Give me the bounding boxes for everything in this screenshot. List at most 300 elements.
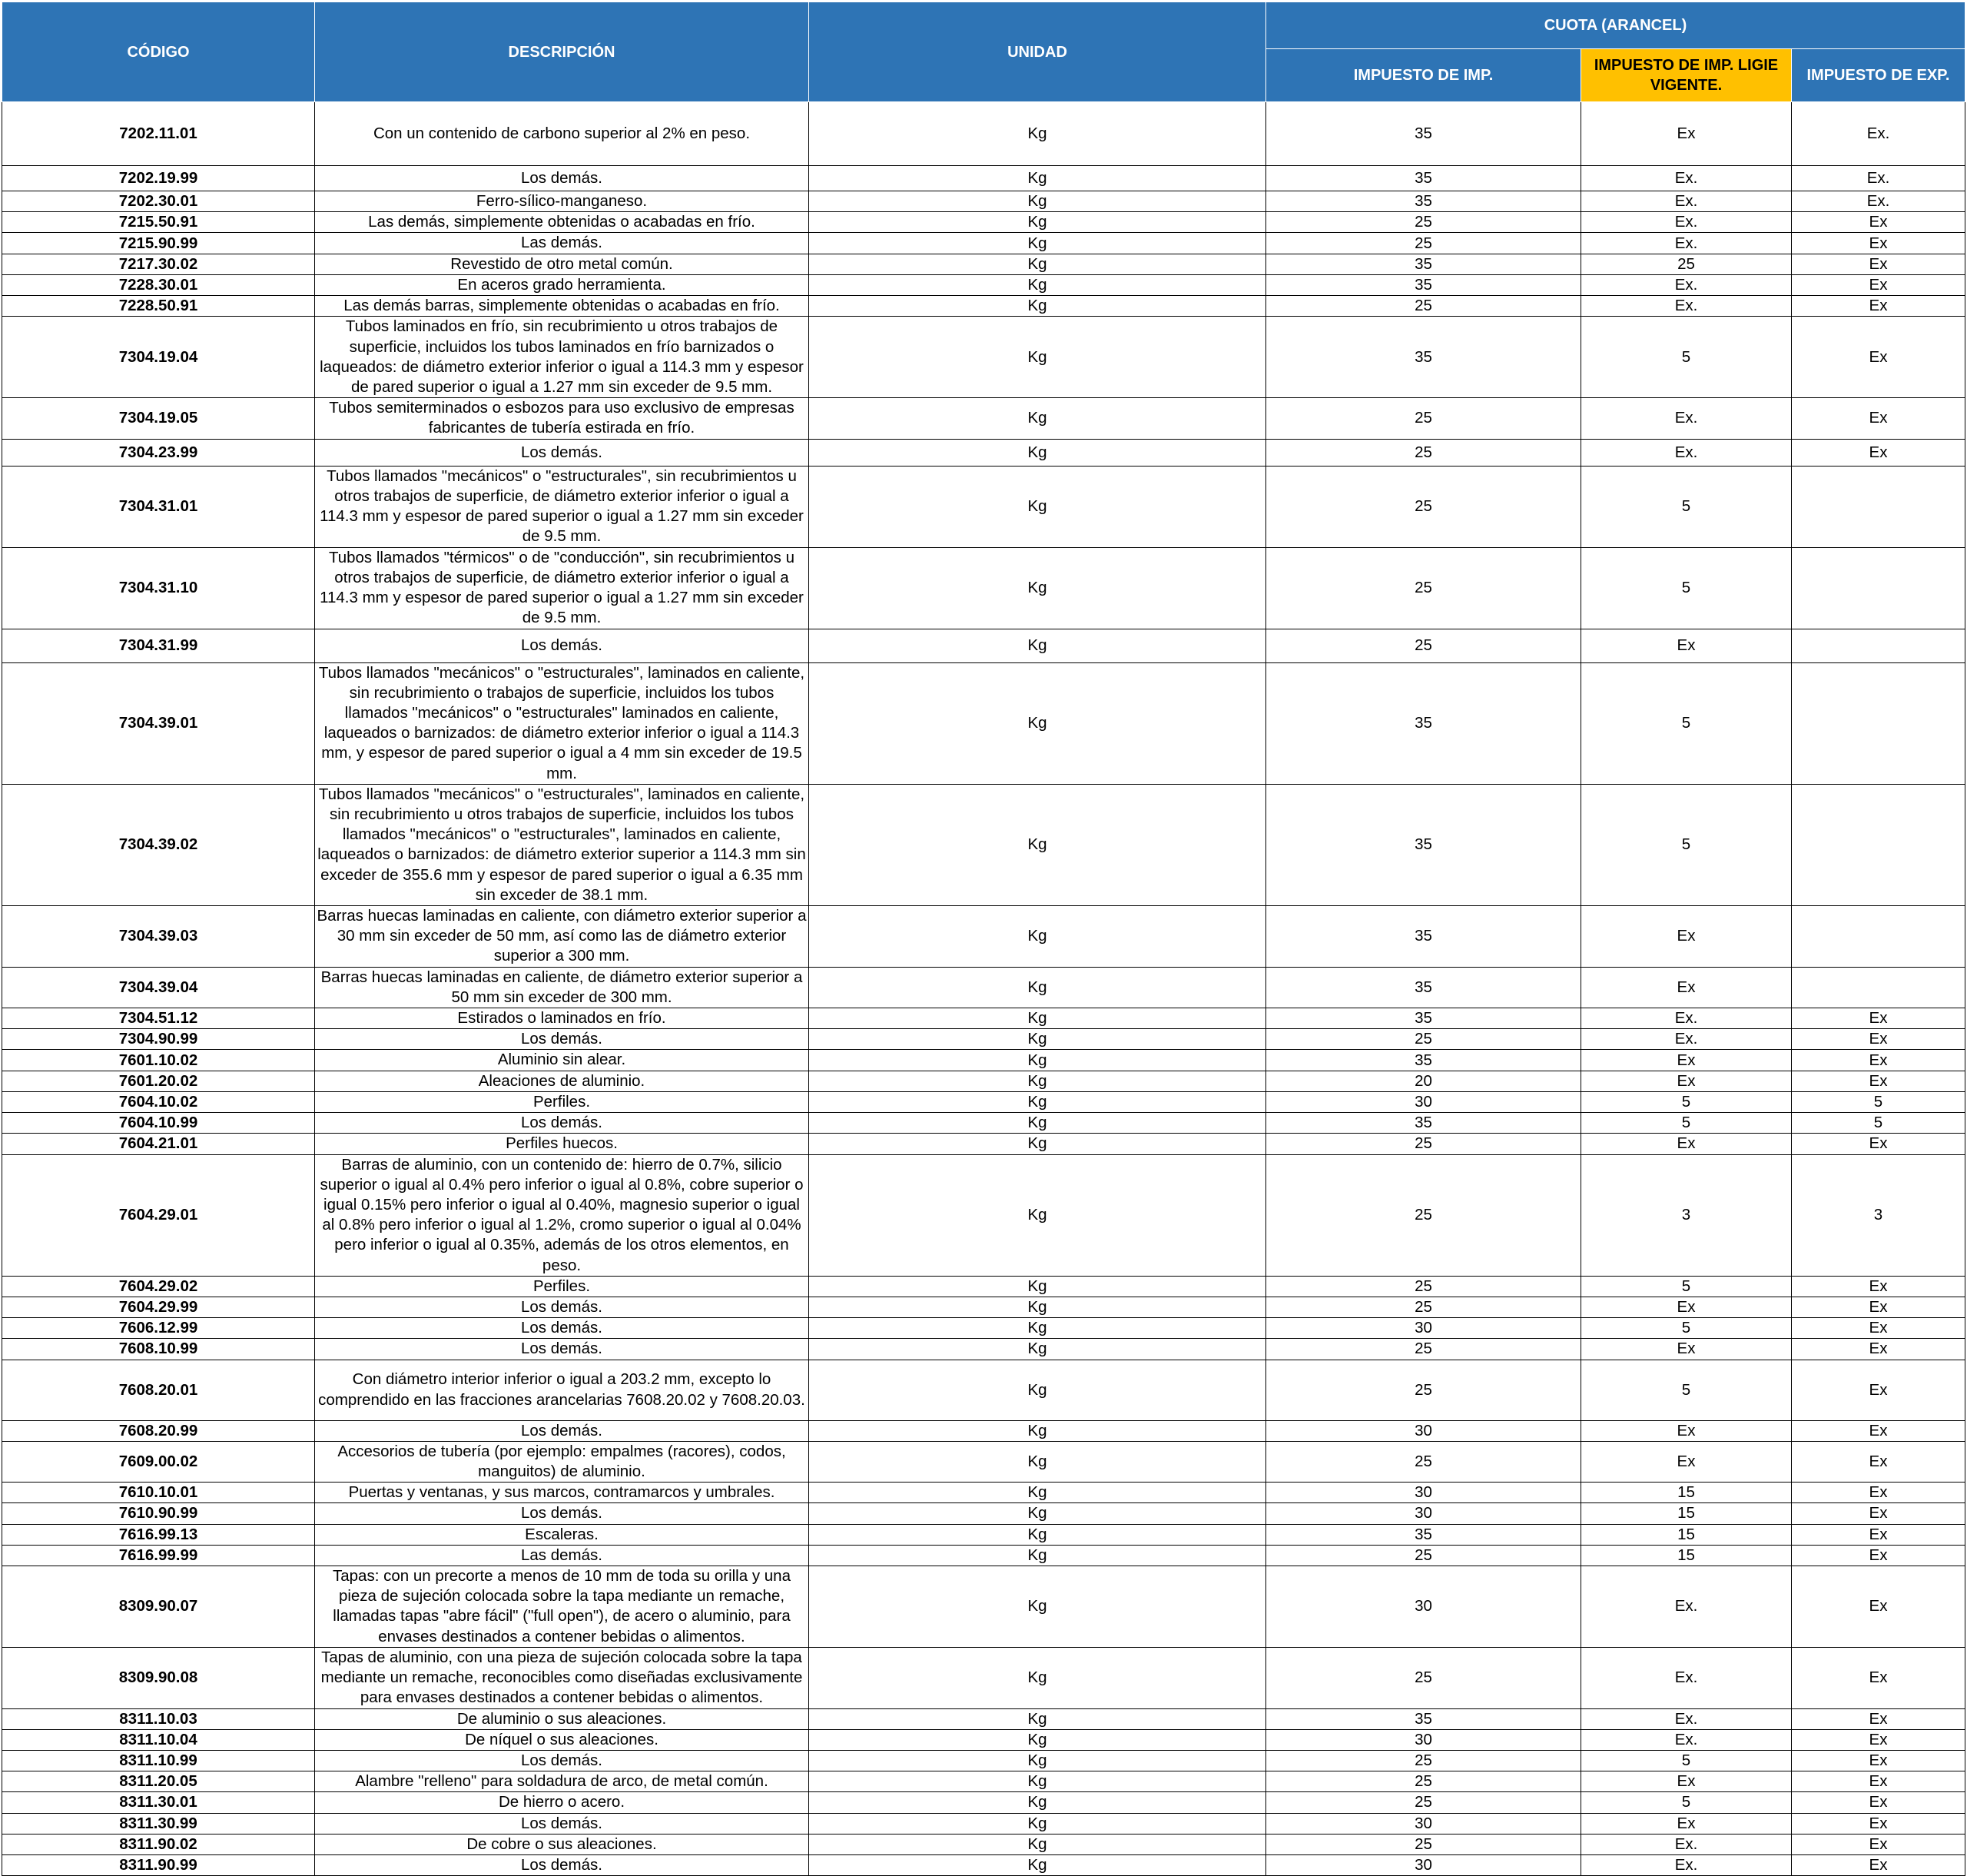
- cell-import-tax: 25: [1266, 547, 1581, 629]
- table-row: [2, 1134, 1965, 1154]
- cell-export-tax: Ex: [1792, 1071, 1965, 1091]
- cell-export-tax: Ex: [1792, 1813, 1965, 1834]
- cell-ligie: Ex: [1581, 629, 1792, 662]
- cell-unit: Kg: [809, 1091, 1266, 1112]
- cell-import-tax: 35: [1266, 166, 1581, 191]
- cell-ligie: Ex.: [1581, 166, 1792, 191]
- table-row: [2, 547, 1965, 629]
- header-code: CÓDIGO: [2, 2, 315, 102]
- cell-code: 7609.00.02: [2, 1441, 315, 1482]
- cell-description: Los demás.: [315, 1113, 809, 1134]
- cell-description: Los demás.: [315, 439, 809, 466]
- cell-code: 7202.30.01: [2, 191, 315, 212]
- cell-import-tax: 30: [1266, 1854, 1581, 1875]
- cell-unit: Kg: [809, 1503, 1266, 1524]
- cell-ligie: Ex: [1581, 1771, 1792, 1792]
- cell-import-tax: 35: [1266, 1524, 1581, 1545]
- cell-ligie: Ex: [1581, 1050, 1792, 1071]
- cell-export-tax: Ex: [1792, 1029, 1965, 1050]
- cell-unit: Kg: [809, 1813, 1266, 1834]
- cell-ligie: 15: [1581, 1503, 1792, 1524]
- cell-export-tax: [1792, 967, 1965, 1008]
- cell-export-tax: Ex: [1792, 1647, 1965, 1708]
- cell-code: 7604.29.02: [2, 1276, 315, 1297]
- cell-description: Alambre "relleno" para soldadura de arco, de metal común.: [315, 1771, 809, 1792]
- cell-description: Los demás.: [315, 1503, 809, 1524]
- cell-code: 8311.10.03: [2, 1708, 315, 1729]
- cell-description: Barras huecas laminadas en caliente, con diámetro exterior superior a 30 mm sin exceder de 50 mm, así como las de diámetro exterior superior a 300 mm.: [315, 906, 809, 968]
- cell-unit: Kg: [809, 1750, 1266, 1771]
- cell-description: Los demás.: [315, 1297, 809, 1317]
- cell-unit: Kg: [809, 466, 1266, 547]
- cell-code: 7606.12.99: [2, 1318, 315, 1339]
- cell-ligie: Ex.: [1581, 1029, 1792, 1050]
- cell-export-tax: Ex: [1792, 1483, 1965, 1503]
- cell-import-tax: 25: [1266, 1647, 1581, 1708]
- table-row: [2, 662, 1965, 784]
- cell-export-tax: Ex.: [1792, 102, 1965, 166]
- cell-import-tax: 30: [1266, 1503, 1581, 1524]
- table-row: [2, 317, 1965, 398]
- cell-unit: Kg: [809, 662, 1266, 784]
- table-row: [2, 1113, 1965, 1134]
- cell-export-tax: Ex: [1792, 1708, 1965, 1729]
- cell-description: Los demás.: [315, 1854, 809, 1875]
- cell-export-tax: Ex: [1792, 317, 1965, 398]
- cell-import-tax: 25: [1266, 1792, 1581, 1813]
- cell-export-tax: Ex: [1792, 212, 1965, 233]
- header-description: DESCRIPCIÓN: [315, 2, 809, 102]
- cell-ligie: Ex.: [1581, 233, 1792, 254]
- cell-description: Los demás.: [315, 1318, 809, 1339]
- cell-import-tax: 25: [1266, 629, 1581, 662]
- cell-unit: Kg: [809, 1420, 1266, 1441]
- cell-import-tax: 35: [1266, 102, 1581, 166]
- cell-unit: Kg: [809, 1771, 1266, 1792]
- table-row: [2, 1297, 1965, 1317]
- table-row: [2, 1545, 1965, 1566]
- cell-description: Perfiles.: [315, 1276, 809, 1297]
- cell-unit: Kg: [809, 1792, 1266, 1813]
- cell-unit: Kg: [809, 1276, 1266, 1297]
- table-row: [2, 1503, 1965, 1524]
- cell-description: Aleaciones de aluminio.: [315, 1071, 809, 1091]
- table-row: [2, 274, 1965, 295]
- table-row: [2, 254, 1965, 274]
- table-row: [2, 1854, 1965, 1875]
- cell-code: 8311.30.99: [2, 1813, 315, 1834]
- cell-code: 7601.20.02: [2, 1071, 315, 1091]
- cell-import-tax: 35: [1266, 317, 1581, 398]
- cell-export-tax: Ex: [1792, 1545, 1965, 1566]
- table-row: [2, 1091, 1965, 1112]
- cell-code: 7202.11.01: [2, 102, 315, 166]
- cell-code: 7604.10.99: [2, 1113, 315, 1134]
- cell-import-tax: 35: [1266, 967, 1581, 1008]
- table-row: [2, 191, 1965, 212]
- cell-description: Los demás.: [315, 1420, 809, 1441]
- cell-ligie: Ex.: [1581, 398, 1792, 439]
- cell-description: Barras huecas laminadas en caliente, de diámetro exterior superior a 50 mm sin exceder de 300 mm.: [315, 967, 809, 1008]
- cell-import-tax: 35: [1266, 191, 1581, 212]
- cell-description: Revestido de otro metal común.: [315, 254, 809, 274]
- cell-unit: Kg: [809, 191, 1266, 212]
- cell-ligie: Ex: [1581, 1297, 1792, 1317]
- cell-description: Tubos llamados "mecánicos" o "estructurales", laminados en caliente, sin recubrimiento o trabajos de superficie, incluidos los tubos llamados "mecánicos" o "estructurales" laminados en caliente, laqueados o barnizados: de diámetro exterior inferior o igual a 114.3 mm, y espesor de pared superior o igual a 4 mm sin exceder de 19.5 mm.: [315, 662, 809, 784]
- cell-code: 7304.51.12: [2, 1008, 315, 1029]
- cell-code: 7604.29.99: [2, 1297, 315, 1317]
- cell-import-tax: 25: [1266, 1771, 1581, 1792]
- cell-unit: Kg: [809, 317, 1266, 398]
- cell-import-tax: 25: [1266, 466, 1581, 547]
- cell-code: 7304.39.01: [2, 662, 315, 784]
- cell-ligie: 15: [1581, 1545, 1792, 1566]
- cell-ligie: Ex: [1581, 1420, 1792, 1441]
- cell-ligie: Ex: [1581, 1813, 1792, 1834]
- cell-code: 7616.99.13: [2, 1524, 315, 1545]
- cell-code: 7604.29.01: [2, 1154, 315, 1276]
- table-row: [2, 784, 1965, 905]
- cell-code: 7304.39.04: [2, 967, 315, 1008]
- cell-unit: Kg: [809, 967, 1266, 1008]
- cell-unit: Kg: [809, 1154, 1266, 1276]
- table-row: [2, 466, 1965, 547]
- tariff-table: [2, 2, 1965, 1876]
- cell-description: Perfiles.: [315, 1091, 809, 1112]
- cell-unit: Kg: [809, 212, 1266, 233]
- cell-description: De hierro o acero.: [315, 1792, 809, 1813]
- cell-ligie: Ex.: [1581, 296, 1792, 317]
- cell-description: Los demás.: [315, 1813, 809, 1834]
- table-row: [2, 1729, 1965, 1750]
- cell-export-tax: Ex: [1792, 274, 1965, 295]
- cell-export-tax: Ex: [1792, 1834, 1965, 1854]
- cell-description: Las demás barras, simplemente obtenidas o acabadas en frío.: [315, 296, 809, 317]
- cell-export-tax: Ex: [1792, 1771, 1965, 1792]
- cell-export-tax: 3: [1792, 1154, 1965, 1276]
- cell-import-tax: 25: [1266, 439, 1581, 466]
- cell-code: 7608.20.01: [2, 1360, 315, 1420]
- table-row: [2, 439, 1965, 466]
- cell-export-tax: Ex: [1792, 398, 1965, 439]
- cell-ligie: 5: [1581, 1091, 1792, 1112]
- cell-import-tax: 25: [1266, 1339, 1581, 1360]
- cell-code: 7304.19.05: [2, 398, 315, 439]
- table-row: [2, 967, 1965, 1008]
- cell-code: 7608.20.99: [2, 1420, 315, 1441]
- cell-import-tax: 25: [1266, 1834, 1581, 1854]
- cell-unit: Kg: [809, 1008, 1266, 1029]
- tariff-body: [2, 102, 1965, 1876]
- cell-code: 8309.90.07: [2, 1566, 315, 1647]
- cell-description: Las demás.: [315, 233, 809, 254]
- cell-description: Los demás.: [315, 1029, 809, 1050]
- cell-code: 7304.19.04: [2, 317, 315, 398]
- cell-import-tax: 25: [1266, 1360, 1581, 1420]
- cell-import-tax: 30: [1266, 1729, 1581, 1750]
- cell-import-tax: 35: [1266, 1050, 1581, 1071]
- cell-description: Tubos llamados "térmicos" o de "conducción", sin recubrimientos u otros trabajos de superficie, de diámetro exterior inferior o igual a 114.3 mm y espesor de pared superior o igual a 1.27 mm sin exceder de 9.5 mm.: [315, 547, 809, 629]
- cell-unit: Kg: [809, 1134, 1266, 1154]
- cell-code: 7610.10.01: [2, 1483, 315, 1503]
- cell-code: 7304.23.99: [2, 439, 315, 466]
- cell-description: Los demás.: [315, 166, 809, 191]
- table-row: [2, 1647, 1965, 1708]
- cell-code: 7228.50.91: [2, 296, 315, 317]
- cell-code: 7304.39.02: [2, 784, 315, 905]
- cell-description: Escaleras.: [315, 1524, 809, 1545]
- table-row: [2, 233, 1965, 254]
- cell-export-tax: Ex: [1792, 1360, 1965, 1420]
- cell-ligie: 5: [1581, 466, 1792, 547]
- cell-import-tax: 30: [1266, 1420, 1581, 1441]
- cell-import-tax: 35: [1266, 784, 1581, 905]
- cell-description: De aluminio o sus aleaciones.: [315, 1708, 809, 1729]
- cell-import-tax: 20: [1266, 1071, 1581, 1091]
- cell-description: Tapas de aluminio, con una pieza de sujeción colocada sobre la tapa mediante un remache, reconocibles como diseñadas exclusivamente para envases destinados a contener bebidas o alimentos.: [315, 1647, 809, 1708]
- cell-description: Las demás, simplemente obtenidas o acabadas en frío.: [315, 212, 809, 233]
- cell-description: Con diámetro interior inferior o igual a 203.2 mm, excepto lo comprendido en las fracciones arancelarias 7608.20.02 y 7608.20.03.: [315, 1360, 809, 1420]
- cell-export-tax: Ex: [1792, 1297, 1965, 1317]
- cell-export-tax: Ex: [1792, 1503, 1965, 1524]
- cell-ligie: Ex.: [1581, 274, 1792, 295]
- table-row: [2, 906, 1965, 968]
- cell-import-tax: 35: [1266, 1008, 1581, 1029]
- cell-code: 8311.20.05: [2, 1771, 315, 1792]
- cell-code: 8311.90.99: [2, 1854, 315, 1875]
- table-row: [2, 296, 1965, 317]
- cell-unit: Kg: [809, 1729, 1266, 1750]
- cell-ligie: Ex: [1581, 1339, 1792, 1360]
- table-row: [2, 1029, 1965, 1050]
- cell-ligie: Ex.: [1581, 439, 1792, 466]
- cell-code: 7616.99.99: [2, 1545, 315, 1566]
- cell-import-tax: 35: [1266, 1708, 1581, 1729]
- cell-export-tax: Ex: [1792, 233, 1965, 254]
- cell-unit: Kg: [809, 166, 1266, 191]
- cell-import-tax: 30: [1266, 1091, 1581, 1112]
- table-row: [2, 1441, 1965, 1482]
- cell-export-tax: Ex: [1792, 1750, 1965, 1771]
- cell-import-tax: 25: [1266, 1134, 1581, 1154]
- cell-export-tax: Ex: [1792, 1134, 1965, 1154]
- cell-import-tax: 30: [1266, 1813, 1581, 1834]
- table-row: [2, 1524, 1965, 1545]
- cell-unit: Kg: [809, 1566, 1266, 1647]
- table-row: [2, 1420, 1965, 1441]
- table-row: [2, 1792, 1965, 1813]
- table-row: [2, 629, 1965, 662]
- cell-unit: Kg: [809, 274, 1266, 295]
- cell-unit: Kg: [809, 1854, 1266, 1875]
- cell-ligie: Ex.: [1581, 191, 1792, 212]
- cell-code: 7610.90.99: [2, 1503, 315, 1524]
- cell-ligie: 5: [1581, 662, 1792, 784]
- cell-description: Tubos llamados "mecánicos" o "estructurales", sin recubrimientos u otros trabajos de superficie, de diámetro exterior inferior o igual a 114.3 mm y espesor de pared superior o igual a 1.27 mm sin exceder de 9.5 mm.: [315, 466, 809, 547]
- cell-code: 7304.39.03: [2, 906, 315, 968]
- cell-unit: Kg: [809, 1708, 1266, 1729]
- cell-import-tax: 25: [1266, 1029, 1581, 1050]
- cell-unit: Kg: [809, 439, 1266, 466]
- cell-description: Las demás.: [315, 1545, 809, 1566]
- cell-description: Tubos laminados en frío, sin recubrimiento u otros trabajos de superficie, incluidos los tubos laminados en frío barnizados o laqueados: de diámetro exterior inferior o igual a 114.3 mm y espesor de pared superior o igual a 1.27 mm sin exceder de 9.5 mm.: [315, 317, 809, 398]
- cell-ligie: Ex: [1581, 967, 1792, 1008]
- cell-ligie: Ex: [1581, 906, 1792, 968]
- cell-description: Puertas y ventanas, y sus marcos, contramarcos y umbrales.: [315, 1483, 809, 1503]
- cell-ligie: 5: [1581, 1113, 1792, 1134]
- cell-export-tax: [1792, 466, 1965, 547]
- cell-description: Con un contenido de carbono superior al 2% en peso.: [315, 102, 809, 166]
- cell-code: 7604.21.01: [2, 1134, 315, 1154]
- table-row: [2, 1318, 1965, 1339]
- cell-unit: Kg: [809, 1029, 1266, 1050]
- cell-unit: Kg: [809, 398, 1266, 439]
- cell-code: 7304.31.10: [2, 547, 315, 629]
- table-row: [2, 102, 1965, 166]
- cell-export-tax: Ex: [1792, 1339, 1965, 1360]
- cell-export-tax: Ex: [1792, 296, 1965, 317]
- cell-description: Los demás.: [315, 629, 809, 662]
- cell-code: 7608.10.99: [2, 1339, 315, 1360]
- cell-unit: Kg: [809, 1647, 1266, 1708]
- table-row: [2, 1154, 1965, 1276]
- cell-import-tax: 25: [1266, 1441, 1581, 1482]
- cell-code: 8309.90.08: [2, 1647, 315, 1708]
- table-row: [2, 1566, 1965, 1647]
- cell-ligie: 5: [1581, 547, 1792, 629]
- table-row: [2, 1708, 1965, 1729]
- cell-import-tax: 25: [1266, 1750, 1581, 1771]
- cell-ligie: 3: [1581, 1154, 1792, 1276]
- table-row: [2, 166, 1965, 191]
- cell-ligie: Ex.: [1581, 1729, 1792, 1750]
- cell-export-tax: [1792, 906, 1965, 968]
- cell-ligie: Ex: [1581, 102, 1792, 166]
- header-export-tax: IMPUESTO DE EXP.: [1792, 49, 1965, 102]
- cell-import-tax: 25: [1266, 233, 1581, 254]
- cell-export-tax: Ex: [1792, 439, 1965, 466]
- table-row: [2, 1750, 1965, 1771]
- cell-unit: Kg: [809, 547, 1266, 629]
- cell-ligie: Ex.: [1581, 1708, 1792, 1729]
- cell-export-tax: Ex: [1792, 1566, 1965, 1647]
- header-import-tax: IMPUESTO DE IMP.: [1266, 49, 1581, 102]
- cell-export-tax: Ex: [1792, 1420, 1965, 1441]
- cell-unit: Kg: [809, 906, 1266, 968]
- table-row: [2, 1813, 1965, 1834]
- cell-export-tax: Ex: [1792, 254, 1965, 274]
- cell-import-tax: 35: [1266, 1113, 1581, 1134]
- cell-import-tax: 35: [1266, 254, 1581, 274]
- cell-import-tax: 30: [1266, 1318, 1581, 1339]
- cell-import-tax: 25: [1266, 398, 1581, 439]
- cell-import-tax: 25: [1266, 1276, 1581, 1297]
- cell-unit: Kg: [809, 1113, 1266, 1134]
- cell-unit: Kg: [809, 1297, 1266, 1317]
- cell-ligie: Ex.: [1581, 1834, 1792, 1854]
- cell-import-tax: 30: [1266, 1483, 1581, 1503]
- cell-code: 8311.30.01: [2, 1792, 315, 1813]
- cell-import-tax: 25: [1266, 296, 1581, 317]
- cell-code: 8311.10.99: [2, 1750, 315, 1771]
- table-row: [2, 1771, 1965, 1792]
- cell-import-tax: 25: [1266, 1297, 1581, 1317]
- header-unit: UNIDAD: [809, 2, 1266, 102]
- cell-import-tax: 35: [1266, 274, 1581, 295]
- cell-description: De cobre o sus aleaciones.: [315, 1834, 809, 1854]
- cell-export-tax: Ex: [1792, 1524, 1965, 1545]
- cell-ligie: 5: [1581, 1276, 1792, 1297]
- cell-export-tax: 5: [1792, 1091, 1965, 1112]
- cell-export-tax: Ex.: [1792, 191, 1965, 212]
- cell-ligie: 5: [1581, 1318, 1792, 1339]
- cell-export-tax: Ex: [1792, 1441, 1965, 1482]
- cell-unit: Kg: [809, 1360, 1266, 1420]
- cell-export-tax: Ex.: [1792, 166, 1965, 191]
- cell-description: Accesorios de tubería (por ejemplo: empalmes (racores), codos, manguitos) de aluminio.: [315, 1441, 809, 1482]
- cell-import-tax: 30: [1266, 1566, 1581, 1647]
- cell-description: Ferro-sílico-manganeso.: [315, 191, 809, 212]
- cell-export-tax: 5: [1792, 1113, 1965, 1134]
- cell-code: 8311.90.02: [2, 1834, 315, 1854]
- table-row: [2, 1360, 1965, 1420]
- cell-export-tax: Ex: [1792, 1318, 1965, 1339]
- cell-description: Perfiles huecos.: [315, 1134, 809, 1154]
- cell-unit: Kg: [809, 1050, 1266, 1071]
- cell-ligie: Ex.: [1581, 1008, 1792, 1029]
- cell-import-tax: 25: [1266, 212, 1581, 233]
- cell-export-tax: [1792, 662, 1965, 784]
- cell-code: 7217.30.02: [2, 254, 315, 274]
- cell-export-tax: Ex: [1792, 1276, 1965, 1297]
- cell-code: 7604.10.02: [2, 1091, 315, 1112]
- cell-ligie: Ex.: [1581, 1566, 1792, 1647]
- cell-description: Aluminio sin alear.: [315, 1050, 809, 1071]
- table-row: [2, 1050, 1965, 1071]
- table-row: [2, 1276, 1965, 1297]
- header-ligie: IMPUESTO DE IMP. LIGIE VIGENTE.: [1581, 49, 1792, 102]
- header-quota: CUOTA (ARANCEL): [1266, 2, 1965, 49]
- cell-ligie: Ex.: [1581, 1854, 1792, 1875]
- cell-description: Tapas: con un precorte a menos de 10 mm de toda su orilla y una pieza de sujeción colocada sobre la tapa mediante un remache, llamadas tapas "abre fácil" ("full open"), de acero o aluminio, para envases destinados a contener bebidas o alimentos.: [315, 1566, 809, 1647]
- cell-code: 7304.90.99: [2, 1029, 315, 1050]
- cell-unit: Kg: [809, 254, 1266, 274]
- cell-description: Los demás.: [315, 1339, 809, 1360]
- cell-code: 7304.31.99: [2, 629, 315, 662]
- cell-import-tax: 35: [1266, 906, 1581, 968]
- cell-unit: Kg: [809, 1524, 1266, 1545]
- cell-unit: Kg: [809, 1545, 1266, 1566]
- cell-description: Barras de aluminio, con un contenido de: hierro de 0.7%, silicio superior o igual al 0.4% pero inferior o igual al 0.8%, cobre superior o igual 0.15% pero inferior o igual al 0.40%, magnesio superior o igual al 0.8% pero inferior o igual al 1.2%, cromo superior o igual al 0.04% pero inferior o igual al 0.35%, además de los otros elementos, en peso.: [315, 1154, 809, 1276]
- cell-ligie: 5: [1581, 1360, 1792, 1420]
- cell-export-tax: Ex: [1792, 1008, 1965, 1029]
- cell-description: Tubos semiterminados o esbozos para uso exclusivo de empresas fabricantes de tubería estirada en frío.: [315, 398, 809, 439]
- cell-ligie: Ex: [1581, 1134, 1792, 1154]
- cell-description: Estirados o laminados en frío.: [315, 1008, 809, 1029]
- cell-code: 7228.30.01: [2, 274, 315, 295]
- cell-description: Tubos llamados "mecánicos" o "estructurales", laminados en caliente, sin recubrimiento u otros trabajos de superficie, incluidos los tubos llamados "mecánicos" o "estructurales", laminados en caliente, laqueados o barnizados: de diámetro exterior superior a 114.3 mm sin exceder de 355.6 mm y espesor de pared superior o igual a 6.35 mm sin exceder de 38.1 mm.: [315, 784, 809, 905]
- cell-unit: Kg: [809, 1071, 1266, 1091]
- cell-unit: Kg: [809, 1318, 1266, 1339]
- cell-unit: Kg: [809, 233, 1266, 254]
- cell-ligie: 5: [1581, 784, 1792, 905]
- cell-code: 7304.31.01: [2, 466, 315, 547]
- table-row: [2, 1339, 1965, 1360]
- cell-ligie: 15: [1581, 1524, 1792, 1545]
- cell-unit: Kg: [809, 102, 1266, 166]
- cell-ligie: 15: [1581, 1483, 1792, 1503]
- cell-code: 7215.50.91: [2, 212, 315, 233]
